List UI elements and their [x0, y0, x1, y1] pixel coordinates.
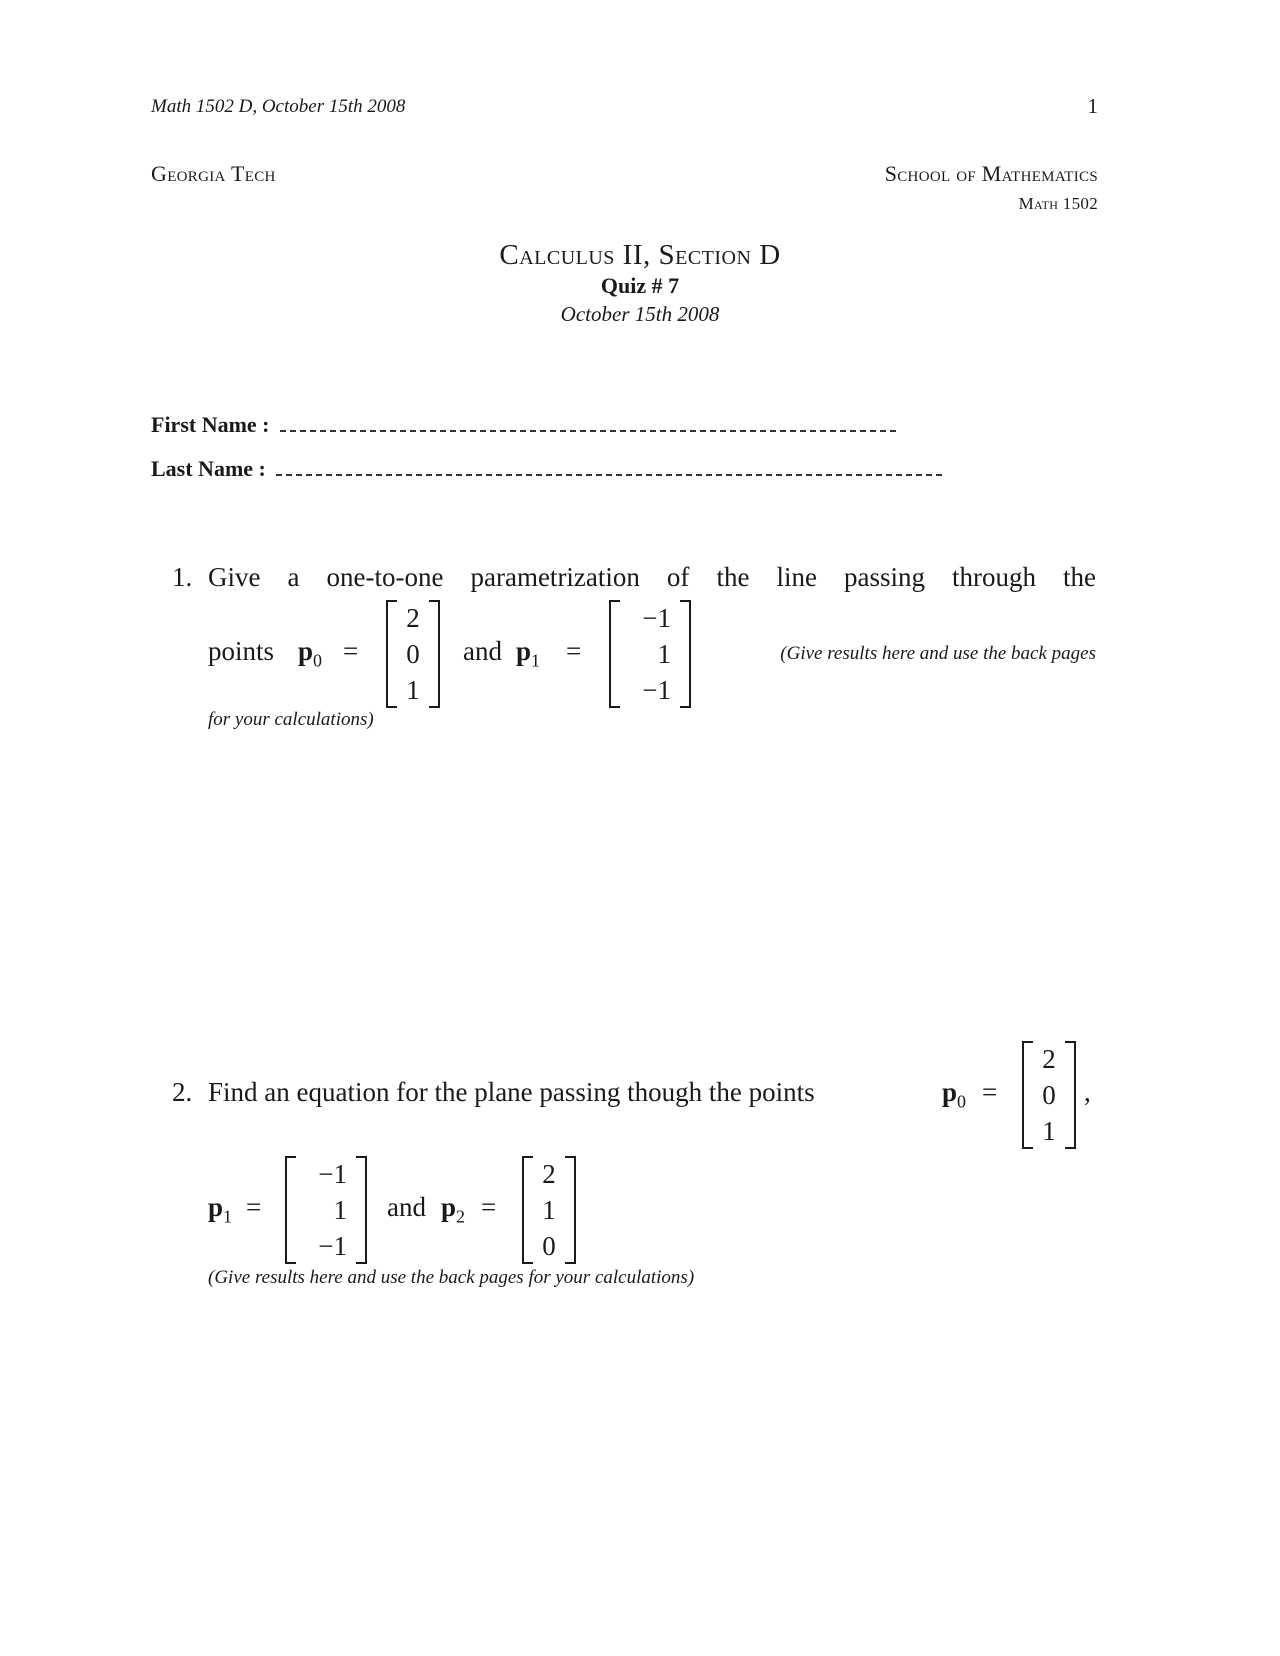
problem-2-p0-label: $p_0$ — [942, 1077, 967, 1112]
problem-1-p1-label: $p_1$ — [516, 636, 541, 671]
page-number: 1 — [1087, 94, 1098, 118]
problem-2-p0-matrix — [1022, 1041, 1076, 1149]
course-code: Math 1502 — [1018, 194, 1098, 213]
title-block — [0, 238, 1280, 328]
problem-1-equals-2: = — [566, 636, 582, 666]
matrix-cell: −1 — [318, 1159, 347, 1189]
last-name-row — [151, 456, 942, 482]
problem-1-p0-label: $p_0$ — [298, 636, 323, 671]
matrix-cell: 2 — [406, 603, 420, 633]
problem-2-p1-label: $p_1$ — [208, 1192, 233, 1227]
problem-1-hint-line-2: for your calculations) — [208, 709, 374, 730]
problem-1-number: 1. — [172, 562, 193, 592]
problem-1-equals-1: = — [343, 636, 359, 666]
course-title: Calculus II, Section D — [499, 239, 781, 271]
problem-2-equals-2: = — [246, 1192, 262, 1222]
institution-left: Georgia Tech — [151, 161, 276, 186]
first-name-field[interactable] — [280, 430, 896, 432]
problem-2-text: Find an equation for the plane passing though the points — [208, 1077, 815, 1107]
first-name-label: First Name : — [151, 412, 270, 437]
problem-2-comma: , — [1084, 1077, 1091, 1107]
matrix-cell: 2 — [1042, 1044, 1056, 1074]
quiz-date: October 15th 2008 — [560, 302, 720, 326]
running-head: Math 1502 D, October 15th 2008 — [151, 96, 406, 117]
problem-1-hint-line-1: (Give results here and use the back pages — [780, 643, 1096, 664]
matrix-cell: −1 — [318, 1231, 347, 1261]
problem-2-and-word: and — [387, 1192, 426, 1222]
last-name-field[interactable] — [276, 474, 942, 476]
matrix-cell: 1 — [1042, 1116, 1056, 1146]
first-name-row — [151, 412, 896, 438]
problem-2-equals-3: = — [481, 1192, 497, 1222]
problem-1-and-word: and — [463, 636, 502, 666]
matrix-cell: 0 — [406, 639, 420, 669]
problem-1-p1-matrix — [609, 600, 691, 708]
problem-2-p2-matrix — [522, 1156, 576, 1264]
problem-1-points-word: points — [208, 636, 275, 666]
quiz-title: Quiz # 7 — [600, 273, 680, 298]
last-name-label: Last Name : — [151, 456, 266, 481]
problem-2-p1-matrix — [285, 1156, 367, 1264]
matrix-cell: −1 — [642, 603, 671, 633]
problem-2-hint: (Give results here and use the back pages for your calculations) — [208, 1267, 695, 1288]
matrix-cell: 1 — [333, 1195, 347, 1225]
problem-2-number: 2. — [172, 1077, 193, 1107]
matrix-cell: 2 — [542, 1159, 556, 1189]
matrix-cell: 1 — [542, 1195, 556, 1225]
problem-2-p2-label: $p_2$ — [441, 1192, 466, 1227]
problem-1-text: Give a one-to-one parametrization of the line passing through the — [208, 562, 1096, 592]
problem-2-equals-1: = — [982, 1077, 998, 1107]
matrix-cell: −1 — [642, 675, 671, 705]
matrix-cell: 1 — [657, 639, 671, 669]
matrix-cell: 1 — [406, 675, 420, 705]
institution-right: School of Mathematics — [884, 161, 1098, 186]
matrix-cell: 0 — [1042, 1080, 1056, 1110]
matrix-cell: 0 — [542, 1231, 556, 1261]
problem-1-p0-matrix — [386, 600, 440, 708]
